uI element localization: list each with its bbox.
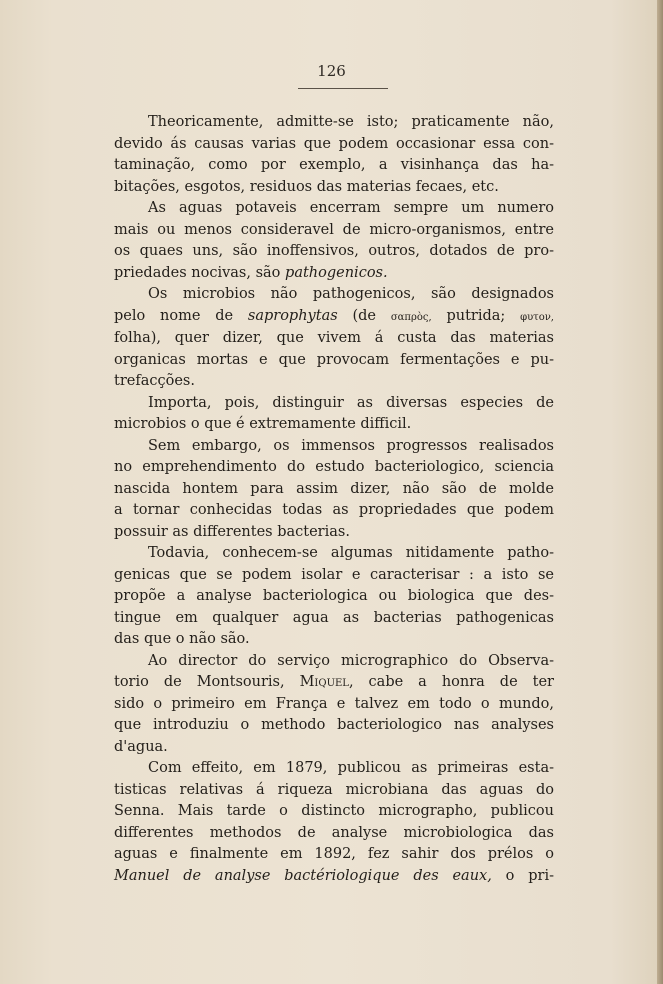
text-line: das que o não são.	[114, 631, 250, 647]
text-line: devido ás causas varias que podem occasionar essa con-	[114, 135, 554, 152]
greek-word: φυτον,	[520, 311, 554, 323]
text-run: pelo nome de	[114, 307, 248, 324]
text-line: differentes methodos de analyse microbiologica das	[114, 824, 554, 841]
text-line: os quaes uns, são inoffensivos, outros, dotados de pro-	[114, 243, 554, 259]
text-run: priedades nocivas, são	[114, 264, 286, 281]
paragraph	[114, 198, 554, 284]
page-edge	[657, 0, 663, 984]
text-line: genicas que se podem isolar e caracterisar : a isto se	[114, 566, 554, 583]
paragraph	[114, 393, 554, 436]
text-run: cabe a honra de ter	[353, 674, 554, 690]
paragraph	[114, 543, 554, 651]
text-line: Importa, pois, distinguir as diversas especies de	[148, 394, 554, 411]
text-line: taminação, como por exemplo, a visinhança das ha-	[114, 157, 554, 173]
page-number: 126	[317, 62, 346, 80]
text-line	[114, 263, 554, 285]
text-line: tingue em qualquer agua as bacterias pathogenicas	[114, 609, 554, 626]
text-line: propõe a analyse bacteriologica ou biologica que des-	[114, 588, 554, 604]
paragraph	[114, 284, 554, 393]
italic-term: saprophytas	[247, 307, 338, 324]
author-name: Miquel,	[299, 674, 354, 690]
text-line: Senna. Mais tarde o distincto micrographo, publicou	[114, 803, 554, 819]
text-line: aguas e finalmente em 1892, fez sahir dos prélos o	[114, 846, 554, 862]
text-run: o pri-	[491, 867, 554, 884]
text-line: organicas mortas e que provocam fermentações e pu-	[114, 351, 554, 368]
body-text	[114, 112, 554, 887]
text-line: folha), quer dizer, que vivem á custa das materias	[114, 330, 554, 346]
text-line: As aguas potaveis encerram sempre um numero	[148, 200, 554, 216]
italic-term: pathogenicos.	[285, 264, 388, 281]
text-line: mais ou menos consideravel de micro-organismos, entre	[114, 221, 554, 238]
text-run: putrida;	[431, 307, 521, 324]
text-run: (de	[337, 307, 391, 324]
text-line: Ao director do serviço micrographico do Observa-	[148, 652, 554, 669]
text-line	[114, 306, 554, 329]
paragraph	[114, 436, 554, 544]
paragraph	[114, 758, 554, 887]
text-line: Sem embargo, os immensos progressos realisados	[148, 437, 554, 454]
text-line: a tornar conhecidas todas as propriedades que podem	[114, 502, 554, 518]
text-run: torio de Montsouris,	[114, 674, 300, 690]
greek-word: σαπρὸς,	[390, 311, 432, 323]
text-line: nascida hontem para assim dizer, não são de molde	[114, 480, 554, 497]
text-line: tisticas relativas á riqueza microbiana das aguas do	[114, 781, 554, 798]
text-line: Os microbios não pathogenicos, são designados	[148, 286, 554, 302]
book-title: Manuel de analyse bactériologique des eaux,	[114, 867, 492, 884]
text-line: microbios o que é extremamente difficil.	[114, 416, 412, 432]
text-line: bitações, esgotos, residuos das materias fecaes, etc.	[114, 178, 499, 195]
text-line	[114, 866, 554, 888]
text-line: no emprehendimento do estudo bacteriologico, sciencia	[114, 459, 554, 475]
text-line: Com effeito, em 1879, publicou as primeiras esta-	[148, 760, 554, 776]
text-line: que introduziu o methodo bacteriologico nas analyses	[114, 717, 554, 733]
text-line: sido o primeiro em França e talvez em todo o mundo,	[114, 695, 554, 712]
paragraph	[114, 651, 554, 759]
text-line: Theoricamente, admitte-se isto; praticamente não,	[148, 114, 554, 130]
header-rule	[298, 88, 388, 89]
paragraph	[114, 112, 554, 198]
text-line: trefacções.	[114, 373, 195, 389]
text-line: possuir as differentes bacterias.	[114, 523, 350, 540]
text-line	[114, 672, 554, 694]
text-line: d'agua.	[114, 738, 168, 755]
text-line: Todavia, conhecem-se algumas nitidamente patho-	[148, 545, 554, 561]
